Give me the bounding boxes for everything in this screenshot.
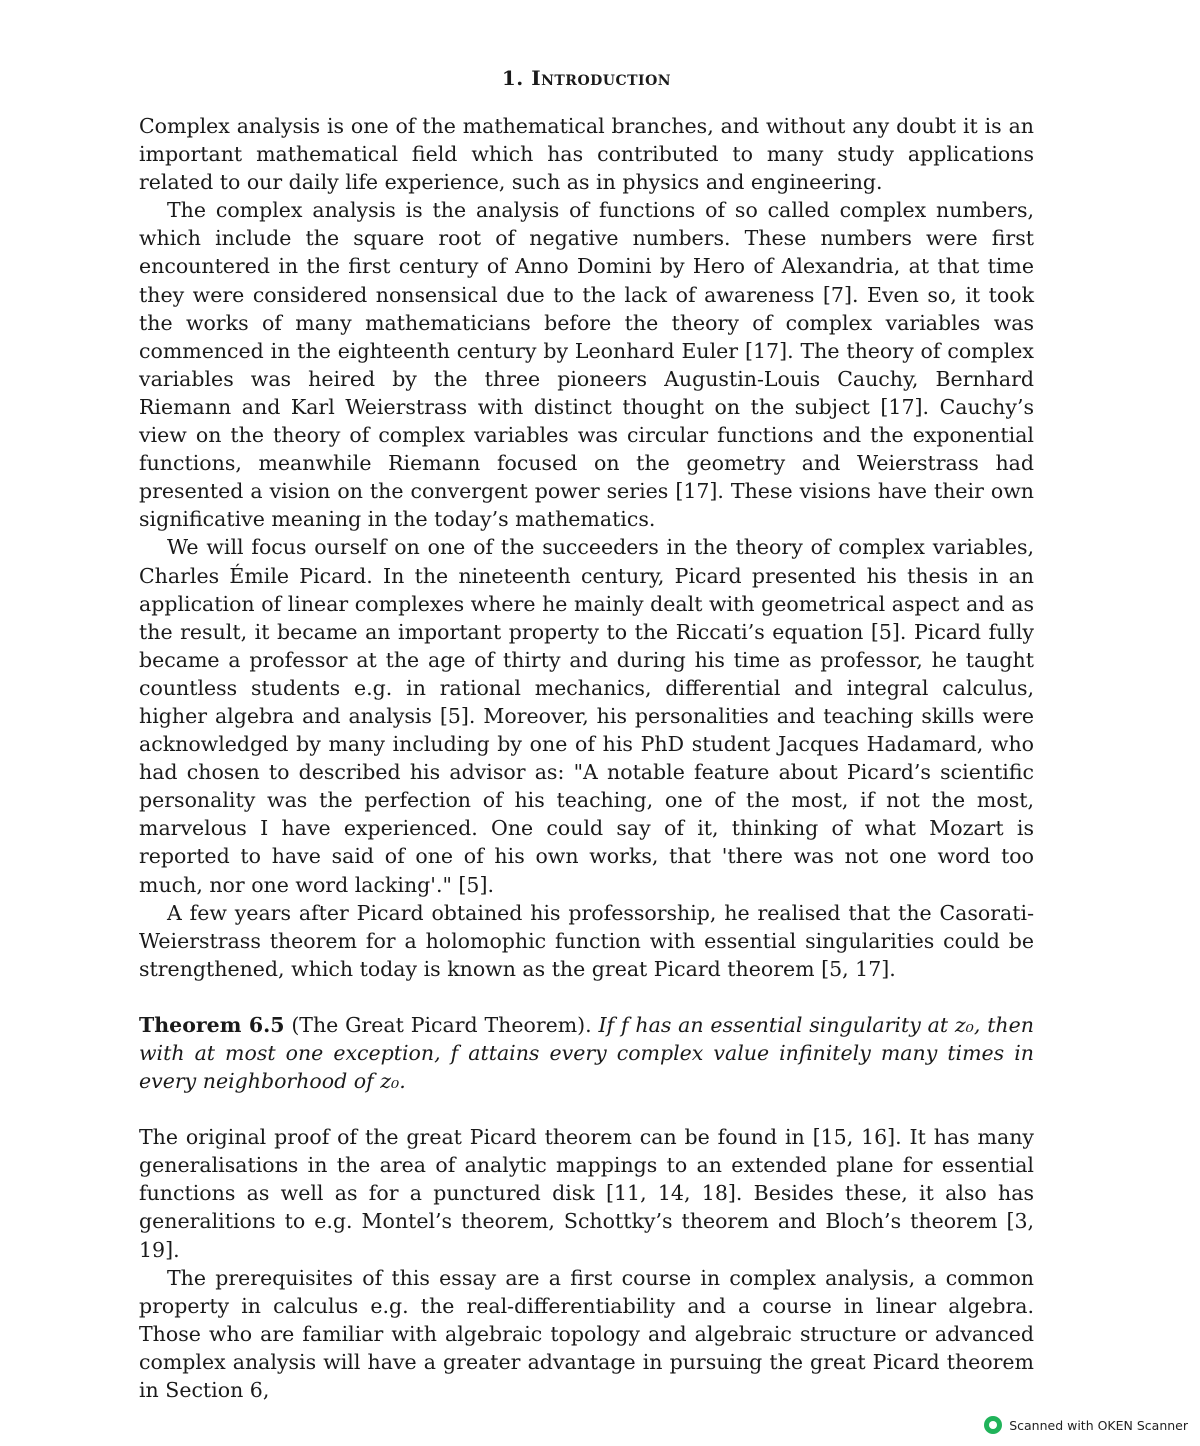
paragraph-intro: Complex analysis is one of the mathematical branches, and without any doubt it is an important mathematical field which has contributed to many study applications related to our daily life experience, such as in physics and engineering. <box>139 114 1034 195</box>
theorem-statement: If f has an essential singularity at z₀, then with at most one exception, f attains every complex value infinitely many times in every neighborhood of z₀. <box>139 1012 1034 1094</box>
paragraph-complex-numbers: The complex analysis is the analysis of functions of so called complex numbers, which include the square root of negative numbers. These numbers were first encountered in the first century of Anno Domini by Hero of Alexandria, at that time they were considered nonsensical due to the lack of awareness [7]. Even so, it took the works of many mathematicians before the theory of complex variables was commenced in the eighteenth century by Leonhard Euler [17]. The theory of complex variables was heired by the three pioneers Augustin-Louis Cauchy, Bernhard Riemann and Karl Weierstrass with distinct thought on the subject [17]. Cauchy’s view on the theory of complex variables was circular functions and the exponential functions, meanwhile Riemann focused on the geometry and Weierstrass had presented a vision on the convergent power series [17]. These visions have their own significative meaning in the today’s mathematics. <box>139 198 1034 532</box>
theorem-name: (The Great Picard Theorem). <box>291 1012 592 1037</box>
paragraph-picard: We will focus ourself on one of the succeeders in the theory of complex variables, Charles Émile Picard. In the nineteenth century, Picard presented his thesis in an application of linear complexes where he mainly dealt with geometrical aspect and as the result, it became an important property to the Riccati’s equation [5]. Picard fully became a professor at the age of thirty and during his time as professor, he taught countless students e.g. in rational mechanics, differential and integral calculus, higher algebra and analysis [5]. Moreover, his personalities and teaching skills were acknowledged by many including by one of his PhD student Jacques Hadamard, who had chosen to described his advisor as: "A notable feature about Picard’s scientific personality was the perfection of his teaching, one of the most, if not the most, marvelous I have experienced. One could say of it, thinking of what Mozart is reported to have said of one of his own works, that 'there was not one word too much, nor one word lacking'." [5]. <box>139 535 1034 897</box>
paragraph-prerequisites: The prerequisites of this essay are a first course in complex analysis, a common property in calculus e.g. the real-differentiability and a course in linear algebra. Those who are familiar with algebraic topology and algebraic structure or advanced complex analysis will have a greater advantage in pursuing the great Picard theorem in Section 6, <box>139 1265 1034 1403</box>
paragraph-original-proof: The original proof of the great Picard theorem can be found in [15, 16]. It has many generalisations in the area of analytic mappings to an extended plane for essential functions as well as for a punctured disk [11, 14, 18]. Besides these, it also has generalitions to e.g. Montel’s theorem, Schottky’s theorem and Bloch’s theorem [3, 19]. <box>139 1125 1034 1262</box>
paragraph-casorati: A few years after Picard obtained his professorship, he realised that the Casorati-Weierstrass theorem for a holomophic function with essential singularities could be strengthened, which today is known as the great Picard theorem [5, 17]. <box>139 900 1034 981</box>
scanner-watermark <box>984 1416 1188 1434</box>
theorem-heading: Theorem 6.5 <box>139 1012 285 1037</box>
document-page <box>139 66 1034 1404</box>
oken-scanner-logo-icon <box>984 1416 1002 1434</box>
section-title: 1. Introduction <box>501 66 672 90</box>
scanner-watermark-label: Scanned with OKEN Scanner <box>1009 1417 1188 1433</box>
theorem-block <box>139 1011 1034 1095</box>
